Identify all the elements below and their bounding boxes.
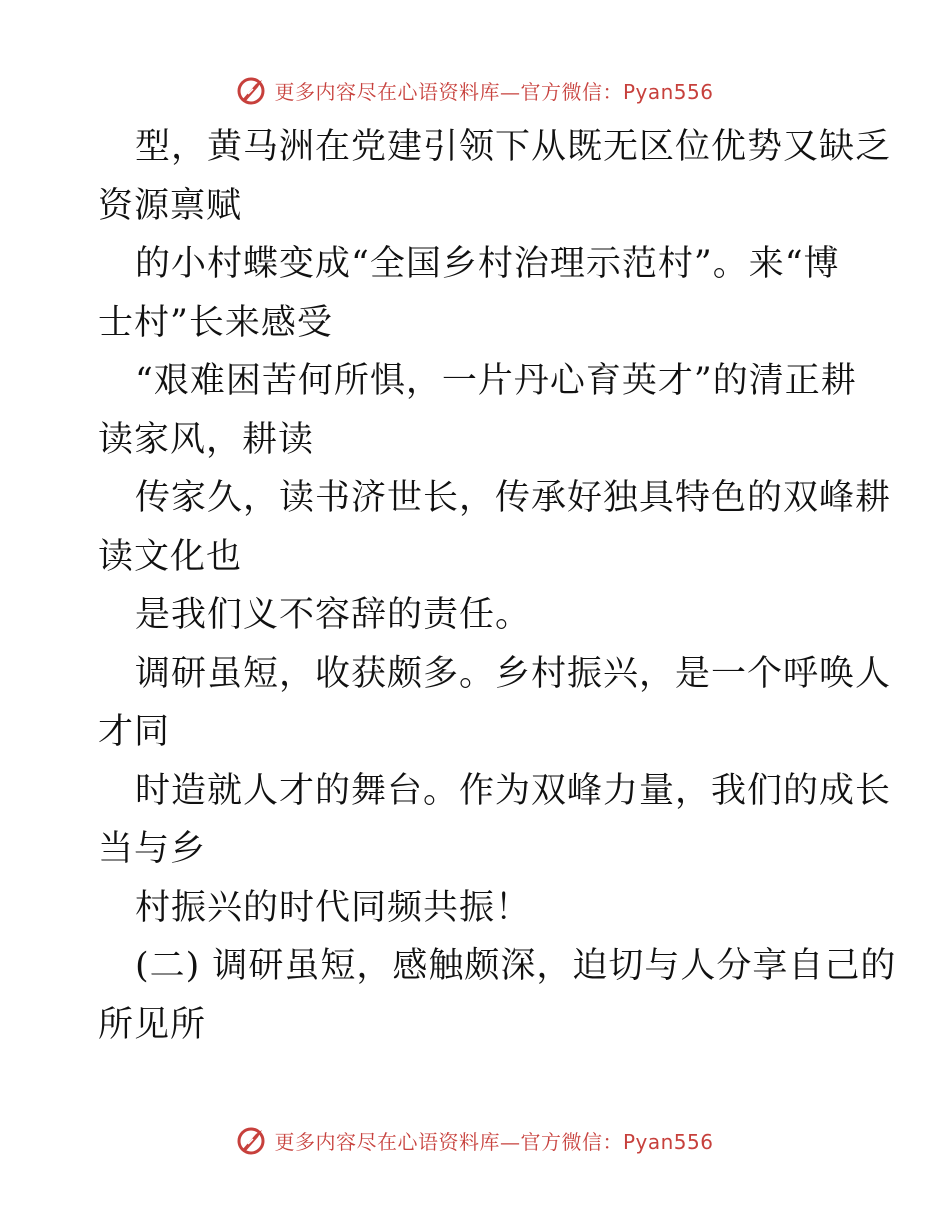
text-line: 是我们义不容辞的责任。 bbox=[135, 595, 532, 635]
text-line: 当与乡 bbox=[98, 829, 207, 869]
watermark-text bbox=[274, 76, 713, 105]
text-line: “艰难困苦何所惧，一片丹心育英才”的清正耕 bbox=[135, 361, 857, 401]
watermark-wechat-text: 官方微信：Pyan556 bbox=[520, 79, 714, 104]
text-line: 读家风，耕读 bbox=[98, 419, 315, 460]
text-line: 型，黄马洲在党建引领下从既无区位优势又缺乏 bbox=[135, 127, 892, 167]
pen-logo-icon bbox=[236, 74, 268, 106]
text-line: 才同 bbox=[98, 712, 171, 752]
document-body bbox=[98, 118, 897, 1054]
text-line: 资源禀赋 bbox=[98, 185, 243, 226]
header-watermark bbox=[0, 70, 950, 110]
watermark-wechat-text: 官方微信：Pyan556 bbox=[520, 1129, 714, 1154]
text-line: 所见所 bbox=[98, 1004, 207, 1045]
text-line: 读文化也 bbox=[98, 536, 243, 577]
text-line: 调研虽短，收获颇多。乡村振兴，是一个呼唤人 bbox=[135, 653, 892, 694]
text-line: 士村”长来感受 bbox=[98, 302, 333, 343]
text-line: 时造就人才的舞台。作为双峰力量，我们的成长 bbox=[135, 770, 892, 811]
watermark-main-text: 更多内容尽在心语资料库— bbox=[274, 79, 521, 104]
text-line: (二) 调研虽短，感触颇深，迫切与人分享自己的 bbox=[135, 946, 897, 986]
text-line: 传家久，读书济世长，传承好独具特色的双峰耕 bbox=[135, 478, 892, 518]
watermark-main-text: 更多内容尽在心语资料库— bbox=[274, 1129, 521, 1154]
pen-logo-icon bbox=[236, 1124, 268, 1156]
text-line: 村振兴的时代同频共振！ bbox=[135, 887, 532, 928]
footer-watermark bbox=[0, 1120, 950, 1160]
text-line: 的小村蝶变成“全国乡村治理示范村”。来“博 bbox=[135, 244, 840, 284]
watermark-text bbox=[274, 1126, 713, 1155]
